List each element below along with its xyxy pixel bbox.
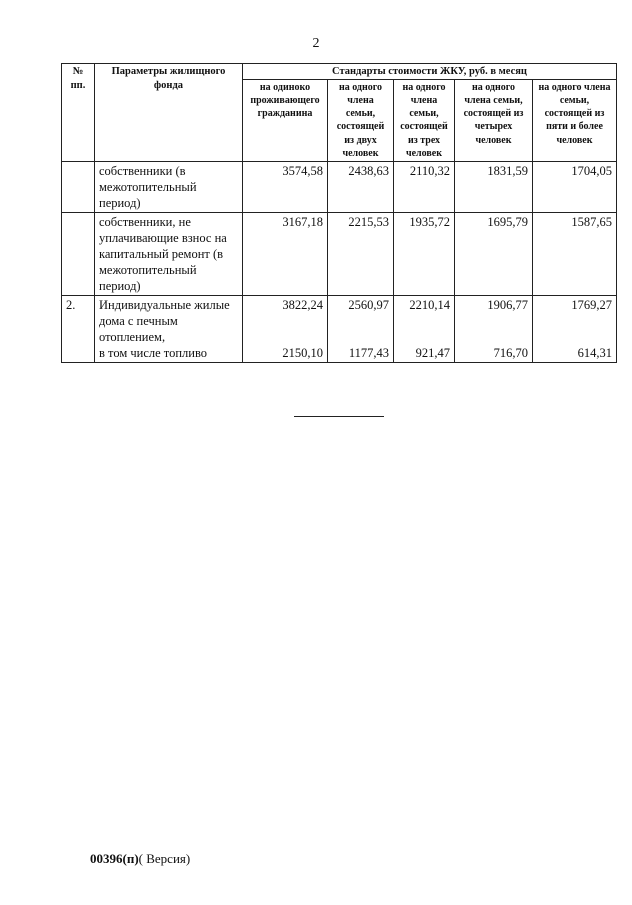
page-number: 2 — [312, 36, 320, 51]
value-family-of-three: 2110,32 — [394, 161, 455, 212]
header-number: № пп. — [62, 64, 95, 162]
value-total: 3822,24 — [282, 297, 323, 312]
value-total: 1769,27 — [571, 297, 612, 312]
value-total: 2560,97 — [348, 297, 389, 312]
table-row — [62, 212, 617, 295]
value-single — [243, 295, 328, 362]
value-single: 3574,58 — [243, 161, 328, 212]
value-fuel: 921,47 — [415, 345, 450, 360]
value-fuel: 2150,10 — [282, 345, 323, 360]
value-single: 3167,18 — [243, 212, 328, 295]
document-code-number: 00396(п) — [90, 851, 139, 866]
row-label-fuel: в том числе топливо — [99, 345, 208, 360]
value-family-of-three: 1935,72 — [394, 212, 455, 295]
value-fuel: 614,31 — [577, 345, 612, 360]
value-total: 2210,14 — [409, 297, 450, 312]
header-group: Стандарты стоимости ЖКУ, руб. в месяц — [243, 64, 617, 80]
value-family-of-five-plus: 1587,65 — [533, 212, 617, 295]
value-family-of-two: 2438,63 — [328, 161, 394, 212]
value-family-of-two — [328, 295, 394, 362]
table-row — [62, 295, 617, 362]
value-family-of-four: 1831,59 — [455, 161, 533, 212]
header-family-of-two: на одного члена семьи, состоящей из двух человек — [328, 79, 394, 161]
value-family-of-four: 1695,79 — [455, 212, 533, 295]
document-code-suffix: ( Версия) — [138, 851, 191, 866]
header-family-of-four: на одного члена семьи, состоящей из четырех человек — [455, 79, 533, 161]
row-label — [95, 295, 243, 362]
end-of-table-divider — [294, 416, 384, 417]
header-family-of-five-plus: на одного члена семьи, состоящей из пяти и более человек — [533, 79, 617, 161]
header-row-group — [62, 64, 617, 80]
row-label-main: Индивидуальные жилые дома с печным отоплением, — [99, 297, 230, 344]
value-family-of-four — [455, 295, 533, 362]
cost-standards-table — [61, 63, 617, 363]
header-single: на одиноко проживающего гражданина — [243, 79, 328, 161]
value-family-of-three — [394, 295, 455, 362]
row-number: 2. — [62, 295, 95, 362]
value-family-of-five-plus — [533, 295, 617, 362]
value-fuel: 1177,43 — [348, 345, 389, 360]
table-row — [62, 161, 617, 212]
document-code — [90, 851, 190, 867]
value-family-of-two: 2215,53 — [328, 212, 394, 295]
row-label: собственники, не уплачивающие взнос на капитальный ремонт (в межотопительный период) — [95, 212, 243, 295]
row-number — [62, 212, 95, 295]
row-label: собственники (в межотопительный период) — [95, 161, 243, 212]
value-family-of-five-plus: 1704,05 — [533, 161, 617, 212]
row-number — [62, 161, 95, 212]
header-family-of-three: на одного члена семьи, состоящей из трех человек — [394, 79, 455, 161]
header-params: Параметры жилищного фонда — [95, 64, 243, 162]
value-total: 1906,77 — [487, 297, 528, 312]
value-fuel: 716,70 — [493, 345, 528, 360]
